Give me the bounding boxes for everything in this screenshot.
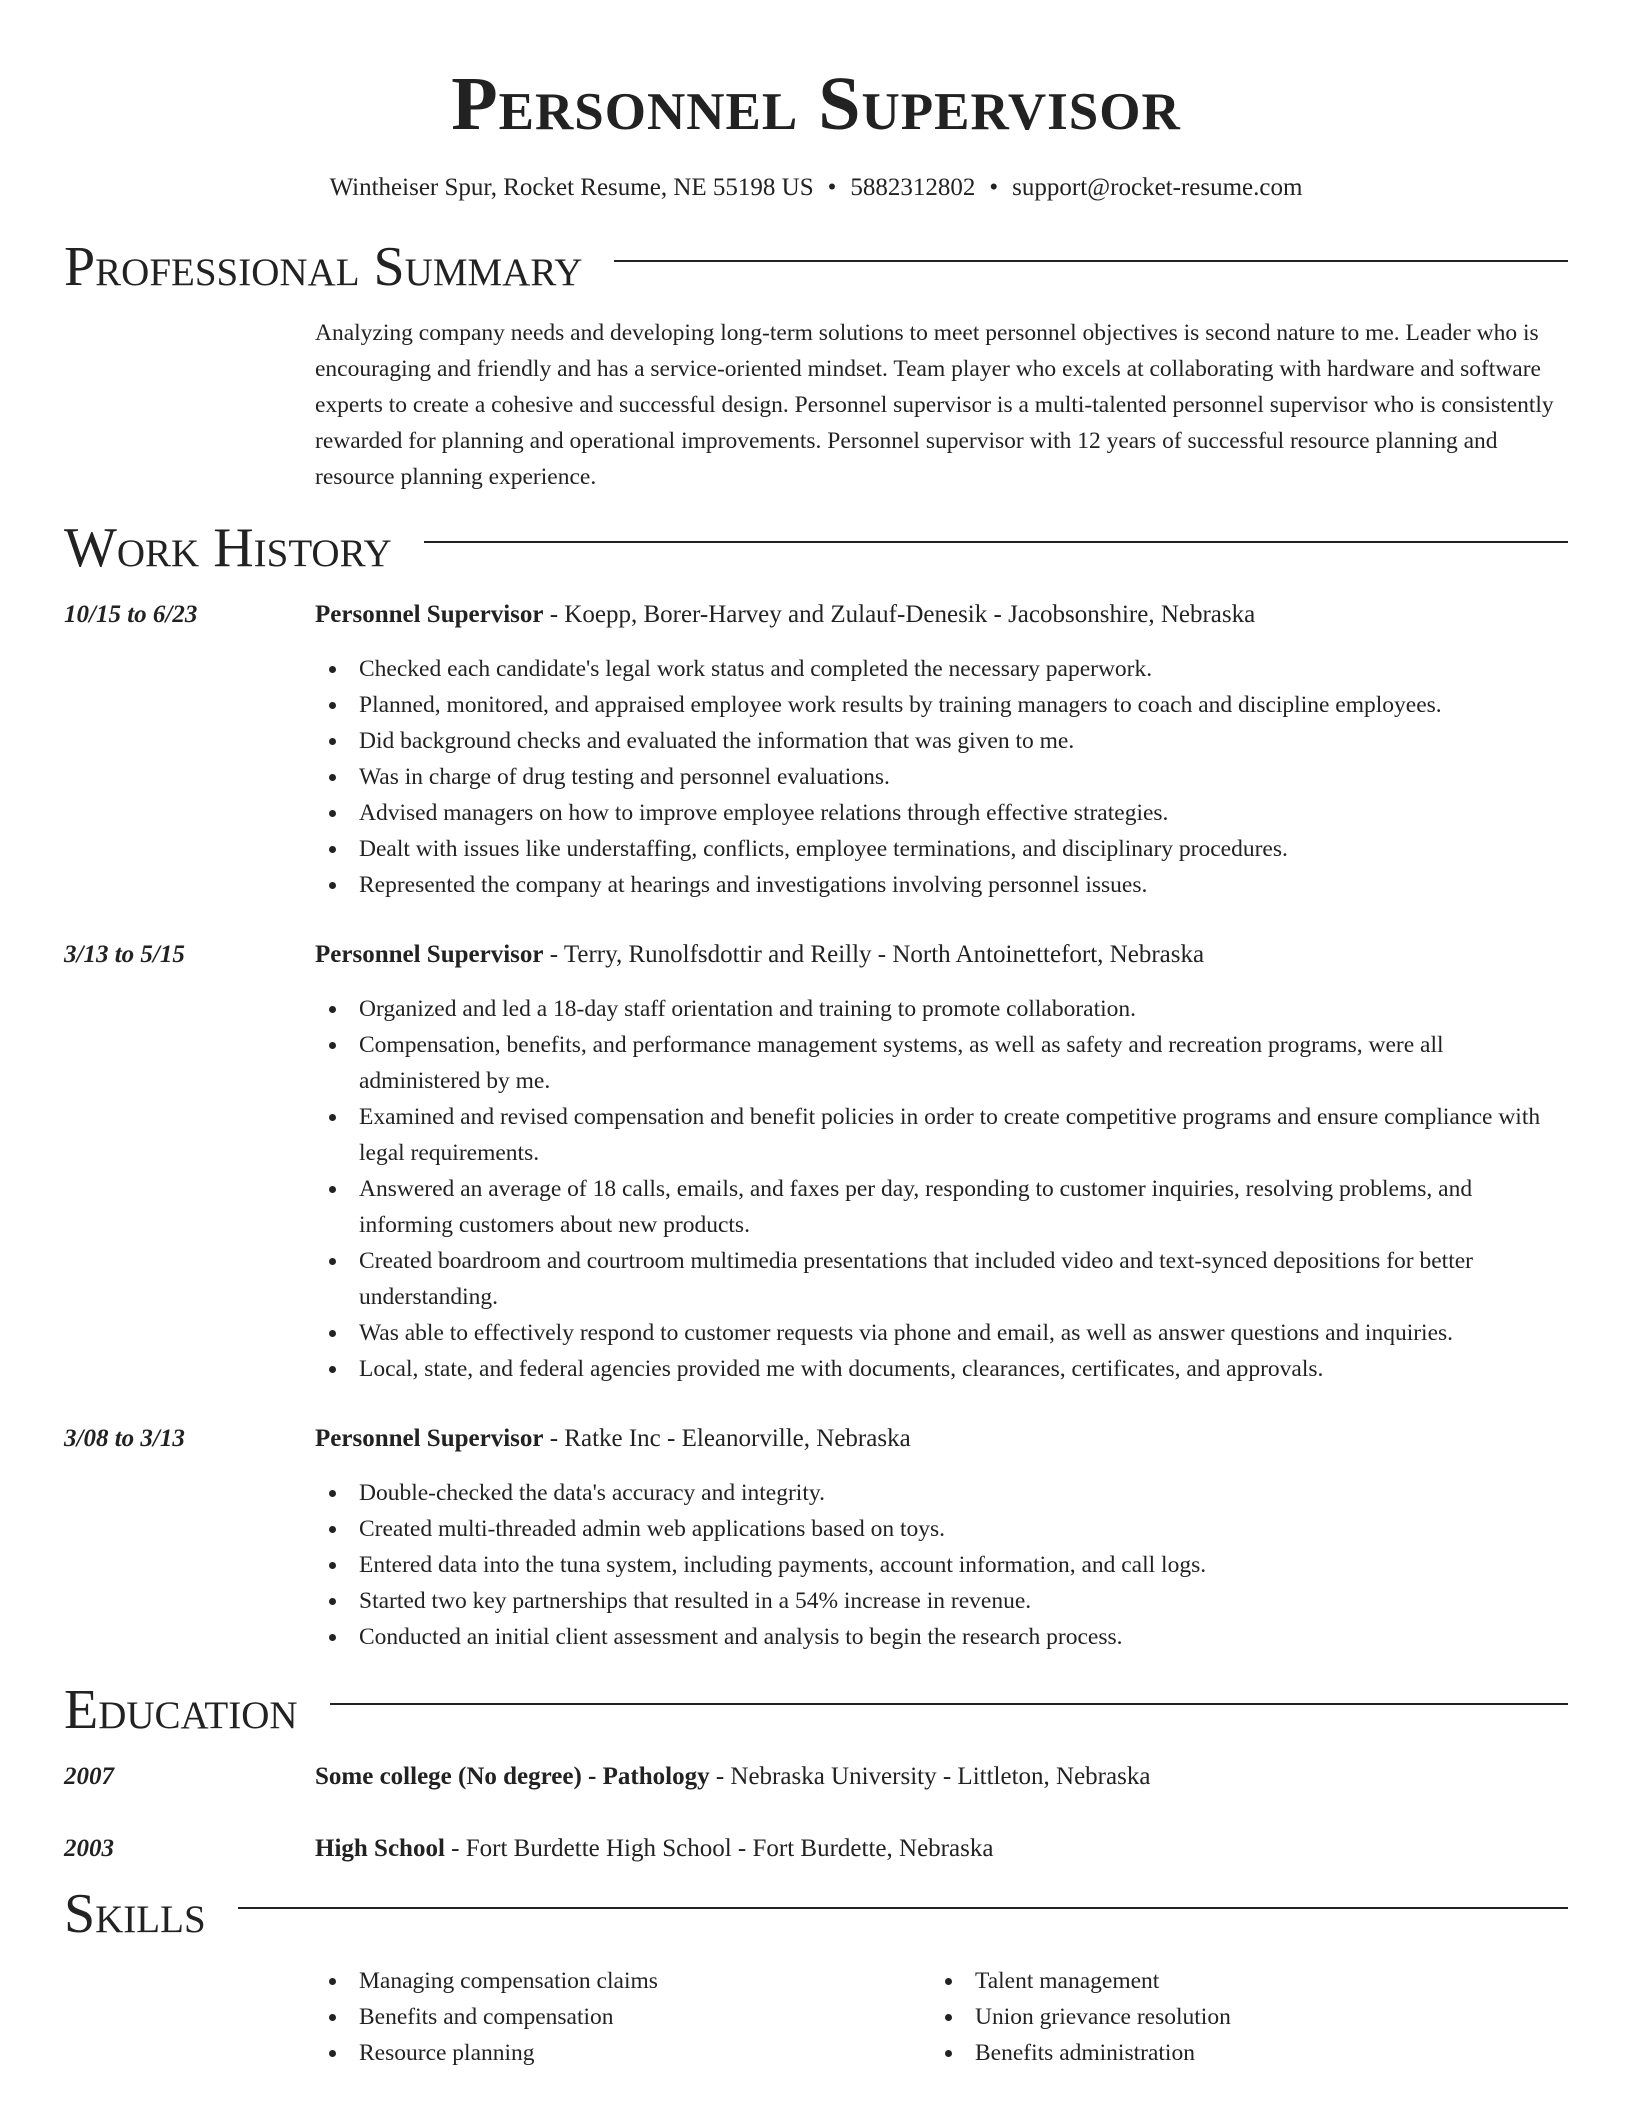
- list-item: Organized and led a 18-day staff orientation and training to promote collaboration.: [315, 991, 1568, 1027]
- degree-title: High School: [315, 1835, 445, 1862]
- skill-item: Union grievance resolution: [931, 1999, 1547, 2035]
- list-item: Checked each candidate's legal work status and completed the necessary paperwork.: [315, 651, 1568, 687]
- job-entry: [64, 1421, 1568, 1655]
- job-bullets: [315, 1475, 1568, 1655]
- job-body: [315, 597, 1568, 903]
- list-item: Double-checked the data's accuracy and integrity.: [315, 1475, 1568, 1511]
- job-body: [315, 937, 1568, 1387]
- job-company: - Terry, Runolfsdottir and Reilly - North Antoinettefort, Nebraska: [543, 941, 1205, 968]
- section-title: Skills: [64, 1883, 206, 1945]
- skill-item: Benefits and compensation: [315, 1999, 931, 2035]
- skill-item: Managing compensation claims: [315, 1963, 931, 1999]
- education-body: [315, 1759, 1568, 1795]
- section-title: Work History: [64, 517, 392, 579]
- section-divider: [424, 541, 1568, 543]
- education-entry: [64, 1831, 1568, 1867]
- education-year: 2003: [64, 1835, 114, 1862]
- skills-list-right: [931, 1963, 1547, 2071]
- job-title: Personnel Supervisor: [315, 1425, 544, 1452]
- skills-list-left: [315, 1963, 931, 2071]
- school-detail: - Fort Burdette High School - Fort Burdette, Nebraska: [444, 1835, 994, 1862]
- list-item: Examined and revised compensation and benefit policies in order to create competitive programs and ensure compliance with legal requirements.: [315, 1099, 1568, 1171]
- section-divider: [614, 260, 1568, 262]
- summary-text: Analyzing company needs and developing long-term solutions to meet personnel objectives is second nature to me. Leader who is encouraging and friendly and has a service-oriented mindset. Team player who excels at collaborating with hardware and software experts to create a cohesive and successful design. Personnel supervisor is a multi-talented personnel supervisor who is consistently rewarded for planning and operational improvements. Personnel supervisor with 12 years of successful resource planning and resource planning experience.: [315, 320, 1554, 490]
- job-entry: [64, 937, 1568, 1387]
- list-item: Started two key partnerships that resulted in a 54% increase in revenue.: [315, 1583, 1568, 1619]
- school-detail: - Nebraska University - Littleton, Nebraska: [709, 1763, 1151, 1790]
- section-heading-summary: [64, 234, 1568, 300]
- list-item: Planned, monitored, and appraised employee work results by training managers to coach and discipline employees.: [315, 687, 1568, 723]
- job-title: Personnel Supervisor: [315, 601, 544, 628]
- education-title-line: [315, 1759, 1568, 1795]
- job-bullets: [315, 651, 1568, 903]
- list-item: Entered data into the tuna system, including payments, account information, and call logs.: [315, 1547, 1568, 1583]
- job-bullets: [315, 991, 1568, 1387]
- list-item: Created multi-threaded admin web applications based on toys.: [315, 1511, 1568, 1547]
- job-dates: 3/13 to 5/15: [64, 941, 185, 968]
- skill-item: Resource planning: [315, 2035, 931, 2071]
- list-item: Represented the company at hearings and investigations involving personnel issues.: [315, 867, 1568, 903]
- resume-name: Personnel Supervisor: [451, 62, 1181, 146]
- skill-item: Talent management: [931, 1963, 1547, 1999]
- job-body: [315, 1421, 1568, 1655]
- skill-item: Benefits administration: [931, 2035, 1547, 2071]
- job-dates: 10/15 to 6/23: [64, 601, 198, 628]
- contact-address: Wintheiser Spur, Rocket Resume, NE 55198 US: [329, 174, 814, 201]
- section-title: Professional Summary: [64, 236, 583, 298]
- job-title: Personnel Supervisor: [315, 941, 544, 968]
- section-heading-skills: [64, 1881, 1568, 1947]
- education-year: 2007: [64, 1763, 114, 1790]
- job-title-line: [315, 1421, 1568, 1457]
- section-heading-work-history: [64, 515, 1568, 581]
- list-item: Was able to effectively respond to customer requests via phone and email, as well as answer questions and inquiries.: [315, 1315, 1568, 1351]
- job-title-line: [315, 597, 1568, 633]
- skills-columns: [315, 1945, 1568, 2071]
- section-divider: [238, 1907, 1568, 1909]
- job-company: - Koepp, Borer-Harvey and Zulauf-Denesik - Jacobsonshire, Nebraska: [543, 601, 1256, 628]
- list-item: Did background checks and evaluated the information that was given to me.: [315, 723, 1568, 759]
- list-item: Was in charge of drug testing and personnel evaluations.: [315, 759, 1568, 795]
- contact-separator: •: [827, 174, 837, 201]
- education-body: [315, 1831, 1568, 1867]
- section-heading-education: [64, 1677, 1568, 1743]
- list-item: Compensation, benefits, and performance management systems, as well as safety and recreation programs, were all administered by me.: [315, 1027, 1568, 1099]
- list-item: Created boardroom and courtroom multimedia presentations that included video and text-synced depositions for better understanding.: [315, 1243, 1568, 1315]
- contact-email: support@rocket-resume.com: [1012, 174, 1303, 201]
- section-divider: [330, 1703, 1568, 1705]
- education-entry: [64, 1759, 1568, 1795]
- list-item: Local, state, and federal agencies provided me with documents, clearances, certificates, and approvals.: [315, 1351, 1568, 1387]
- section-title: Education: [64, 1679, 298, 1741]
- job-title-line: [315, 937, 1568, 973]
- job-company: - Ratke Inc - Eleanorville, Nebraska: [543, 1425, 911, 1452]
- degree-title: Some college (No degree) - Pathology: [315, 1763, 710, 1790]
- contact-phone: 5882312802: [850, 174, 976, 201]
- education-title-line: [315, 1831, 1568, 1867]
- contact-separator: •: [989, 174, 999, 201]
- job-dates: 3/08 to 3/13: [64, 1425, 185, 1452]
- resume-page: [64, 0, 1568, 2071]
- list-item: Answered an average of 18 calls, emails, and faxes per day, responding to customer inquiries, resolving problems, and informing customers about new products.: [315, 1171, 1568, 1243]
- list-item: Conducted an initial client assessment and analysis to begin the research process.: [315, 1619, 1568, 1655]
- list-item: Advised managers on how to improve employee relations through effective strategies.: [315, 795, 1568, 831]
- job-entry: [64, 597, 1568, 903]
- contact-line: [64, 172, 1568, 204]
- list-item: Dealt with issues like understaffing, conflicts, employee terminations, and disciplinary procedures.: [315, 831, 1568, 867]
